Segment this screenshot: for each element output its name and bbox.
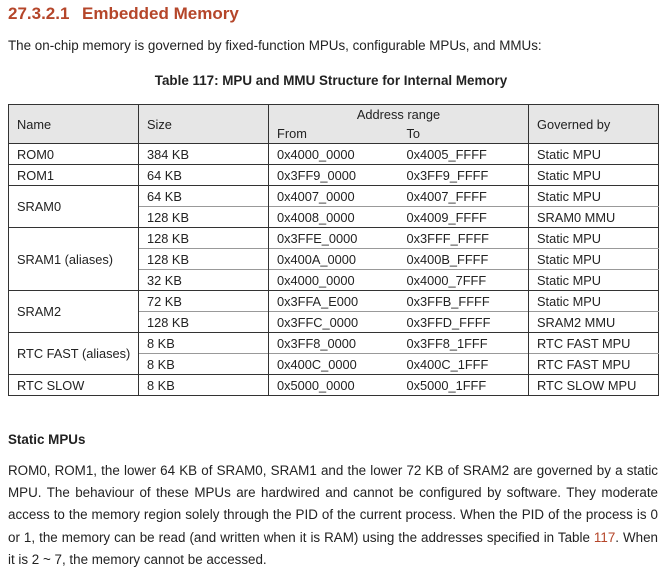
table-row (9, 333, 659, 354)
cell-size: 72 KB (139, 291, 269, 312)
cell-governed-by: RTC SLOW MPU (529, 375, 659, 396)
table-reference-link[interactable]: 117 (593, 529, 616, 545)
intro-paragraph: The on-chip memory is governed by fixed-function MPUs, configurable MPUs, and MMUs: (8, 38, 542, 53)
header-governed-by: Governed by (529, 105, 659, 144)
cell-from: 0x3FF9_0000 (269, 165, 399, 186)
section-number: 27.3.2.1 (8, 4, 70, 23)
cell-name: SRAM1 (aliases) (9, 228, 139, 291)
table-row (9, 165, 659, 186)
cell-to: 0x4005_FFFF (399, 144, 529, 165)
static-mpus-paragraph (8, 460, 658, 571)
cell-governed-by: SRAM2 MMU (529, 312, 659, 333)
table-row (9, 186, 659, 207)
cell-governed-by: RTC FAST MPU (529, 333, 659, 354)
cell-name: RTC SLOW (9, 375, 139, 396)
cell-governed-by: Static MPU (529, 186, 659, 207)
table-row (9, 228, 659, 249)
cell-to: 0x400C_1FFF (399, 354, 529, 375)
memory-table (8, 104, 659, 396)
cell-from: 0x4008_0000 (269, 207, 399, 228)
cell-name: SRAM2 (9, 291, 139, 333)
cell-to: 0x4009_FFFF (399, 207, 529, 228)
cell-size: 32 KB (139, 270, 269, 291)
cell-governed-by: RTC FAST MPU (529, 354, 659, 375)
cell-from: 0x3FFC_0000 (269, 312, 399, 333)
cell-to: 0x3FFB_FFFF (399, 291, 529, 312)
section-title: Embedded Memory (82, 4, 239, 23)
cell-from: 0x4000_0000 (269, 270, 399, 291)
header-size: Size (139, 105, 269, 144)
cell-size: 8 KB (139, 354, 269, 375)
cell-from: 0x3FFE_0000 (269, 228, 399, 249)
cell-governed-by: Static MPU (529, 165, 659, 186)
cell-governed-by: Static MPU (529, 291, 659, 312)
cell-size: 128 KB (139, 207, 269, 228)
static-mpus-title: Static MPUs (8, 432, 86, 447)
paragraph-text-before: ROM0, ROM1, the lower 64 KB of SRAM0, SRAM1 and the lower 72 KB of SRAM2 are governed by a static MPU. The behaviour of these MPUs are hardwired and cannot be configured by software. They moderate access to the memory region solely through the PID of the current process. When the PID of the process is 0 or 1, the memory can be read (and written when it is RAM) using the addresses specified in Table (8, 463, 658, 545)
cell-governed-by: Static MPU (529, 249, 659, 270)
header-to: To (399, 124, 529, 144)
cell-from: 0x3FF8_0000 (269, 333, 399, 354)
cell-to: 0x400B_FFFF (399, 249, 529, 270)
table-caption: Table 117: MPU and MMU Structure for Internal Memory (154, 73, 508, 88)
cell-to: 0x4000_7FFF (399, 270, 529, 291)
cell-name: ROM0 (9, 144, 139, 165)
cell-size: 64 KB (139, 186, 269, 207)
cell-from: 0x400C_0000 (269, 354, 399, 375)
cell-from: 0x4000_0000 (269, 144, 399, 165)
cell-size: 8 KB (139, 333, 269, 354)
cell-to: 0x3FF9_FFFF (399, 165, 529, 186)
cell-size: 128 KB (139, 249, 269, 270)
cell-to: 0x3FFD_FFFF (399, 312, 529, 333)
paragraph-text-after: . When it is 2 ~ 7, the memory cannot be accessed. (8, 529, 658, 567)
table-row (9, 375, 659, 396)
cell-size: 64 KB (139, 165, 269, 186)
cell-to: 0x3FF8_1FFF (399, 333, 529, 354)
cell-to: 0x3FFF_FFFF (399, 228, 529, 249)
cell-name: SRAM0 (9, 186, 139, 228)
header-address-range: Address range (269, 105, 529, 125)
header-name: Name (9, 105, 139, 144)
header-from: From (269, 124, 399, 144)
table-body (9, 144, 659, 396)
cell-to: 0x5000_1FFF (399, 375, 529, 396)
cell-from: 0x3FFA_E000 (269, 291, 399, 312)
cell-size: 384 KB (139, 144, 269, 165)
cell-from: 0x4007_0000 (269, 186, 399, 207)
cell-name: ROM1 (9, 165, 139, 186)
cell-governed-by: Static MPU (529, 144, 659, 165)
cell-governed-by: SRAM0 MMU (529, 207, 659, 228)
cell-governed-by: Static MPU (529, 228, 659, 249)
cell-from: 0x400A_0000 (269, 249, 399, 270)
cell-size: 128 KB (139, 312, 269, 333)
table-row (9, 144, 659, 165)
table-row (9, 291, 659, 312)
section-heading (8, 4, 239, 24)
cell-from: 0x5000_0000 (269, 375, 399, 396)
cell-name: RTC FAST (aliases) (9, 333, 139, 375)
cell-to: 0x4007_FFFF (399, 186, 529, 207)
cell-size: 128 KB (139, 228, 269, 249)
cell-governed-by: Static MPU (529, 270, 659, 291)
cell-size: 8 KB (139, 375, 269, 396)
